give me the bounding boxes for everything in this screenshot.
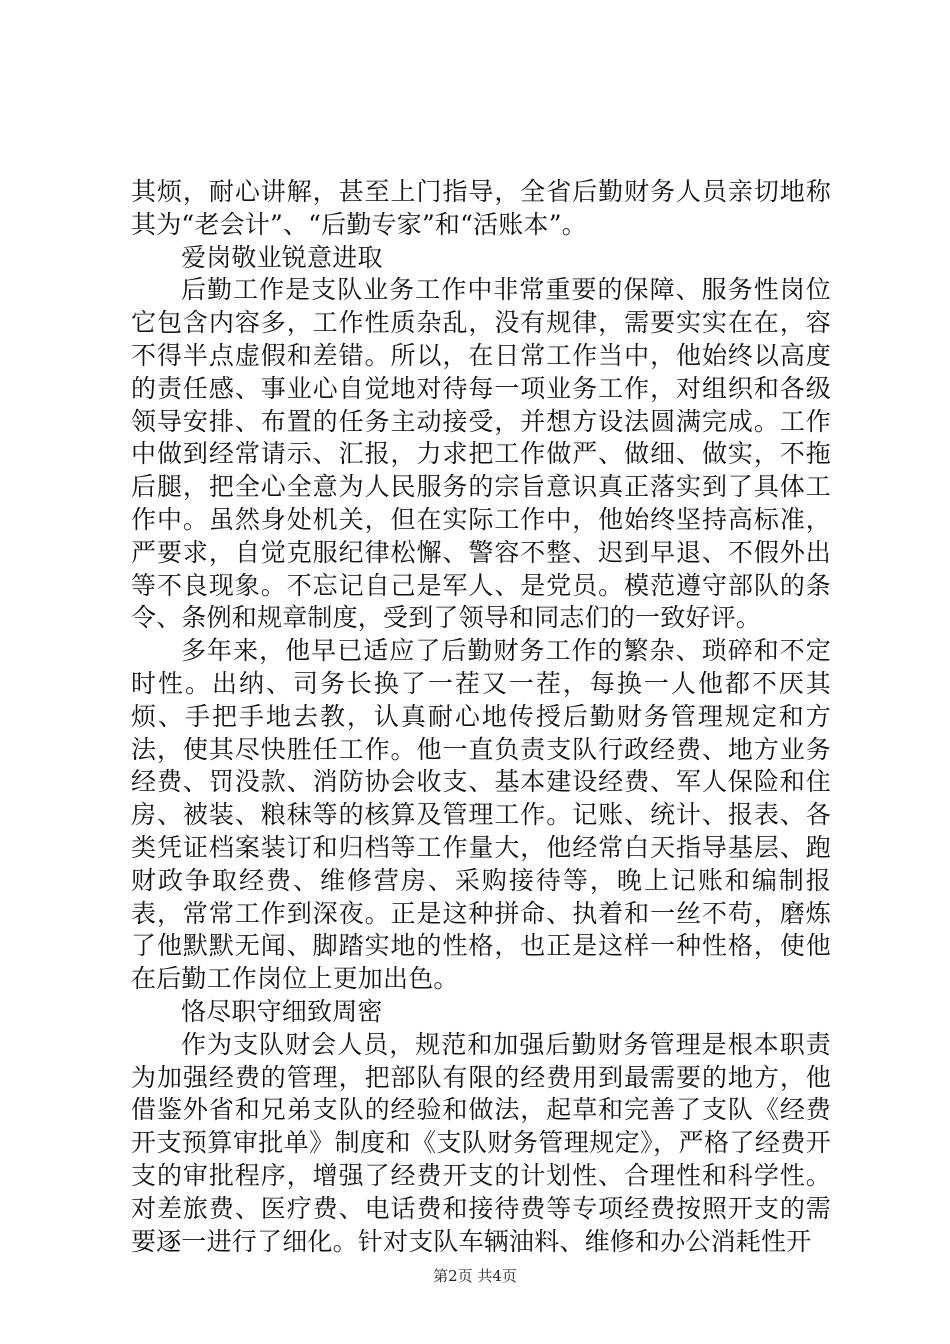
section-heading-2: 恪尽职守细致周密: [181, 996, 383, 1026]
section-heading-1: 爱岗敬业锐意进取: [181, 242, 383, 272]
paragraph: 作为支队财会人员，规范和加强后勤财务管理是根本职责为加强经费的管理，把部队有限的经费用到最需要的地方，他借鉴外省和兄弟支队的经验和做法，起草和完善了支队《经费开支预算审批单》制度和《支队财务管理规定》，严格了经费开支的审批程序，增强了经费开支的计划性、合理性和科学性。对差旅费、医疗费、电话费和接待费等专项经费按照开支的需要逐一进行了细化。针对支队车辆油料、维修和办公消耗性开: [131, 1029, 831, 1256]
paragraph: 后勤工作是支队业务工作中非常重要的保障、服务性岗位它包含内容多，工作性质杂乱，没有规律，需要实实在在，容不得半点虚假和差错。所以，在日常工作当中，他始终以高度的责任感、事业心自觉地对待每一项业务工作，对组织和各级领导安排、布置的任务主动接受，并想方设法圆满完成。工作中做到经常请示、汇报，力求把工作做严、做细、做实，不拖后腿，把全心全意为人民服务的宗旨意识真正落实到了具体工作中。虽然身处机关，但在实际工作中，他始终坚持高标准，严要求，自觉克服纪律松懈、警容不整、迟到早退、不假外出等不良现象。不忘记自己是军人、是党员。模范遵守部队的条令、条例和规章制度，受到了领导和同志们的一致好评。: [131, 275, 831, 633]
document-body: [131, 176, 831, 1258]
page-footer: 第2页 共4页: [433, 1267, 517, 1285]
paragraph: 多年来，他早已适应了后勤财务工作的繁杂、琐碎和不定时性。出纳、司务长换了一茬又一茬，每换一人他都不厌其烦、手把手地去教，认真耐心地传授后勤财务管理规定和方法，使其尽快胜任工作。他一直负责支队行政经费、地方业务经费、罚没款、消防协会收支、基本建设经费、军人保险和住房、被装、粮秣等的核算及管理工作。记账、统计、报表、各类凭证档案装订和归档等工作量大，他经常白天指导基层、跑财政争取经费、维修营房、采购接待等，晚上记账和编制报表，常常工作到深夜。正是这种拼命、执着和一丝不苟，磨炼了他默默无闻、脚踏实地的性格，也正是这样一种性格，使他在后勤工作岗位上更加出色。: [131, 636, 831, 994]
paragraph-continued: 其烦，耐心讲解，甚至上门指导，全省后勤财务人员亲切地称其为“老会计”、“后勤专家”和“活账本”。: [131, 177, 831, 239]
